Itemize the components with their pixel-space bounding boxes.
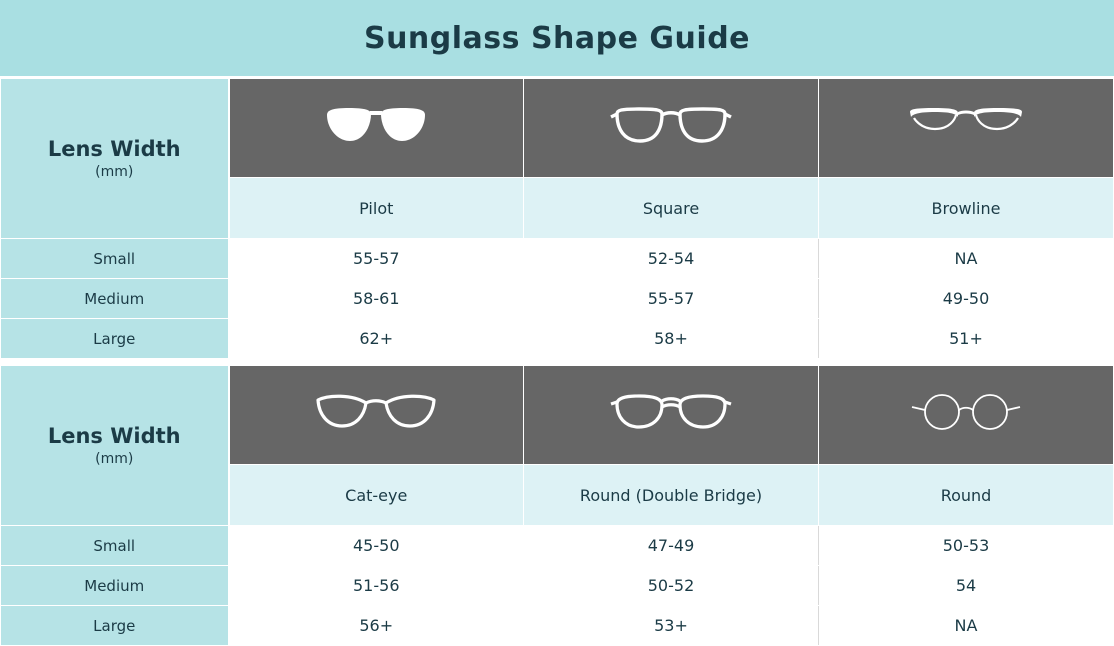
square-name-cell: Square <box>524 178 819 239</box>
value-square-large: 58+ <box>524 319 819 359</box>
square-sunglasses-icon <box>524 101 818 155</box>
section-1-row-header <box>1 79 229 239</box>
browline-name-cell: Browline <box>819 178 1114 239</box>
section-2-shape-row <box>1 366 1114 465</box>
round-double-bridge-name-cell: Round (Double Bridge) <box>524 465 819 526</box>
table-row <box>1 319 1114 359</box>
browline-shape-cell <box>819 79 1114 178</box>
section-2-row-header-label: Lens Width <box>47 424 181 449</box>
size-label-medium-1: Medium <box>1 279 229 319</box>
value-pilot-medium: 58-61 <box>229 279 524 319</box>
size-label-large-2: Large <box>1 606 229 646</box>
round-name-cell: Round <box>819 465 1114 526</box>
table-row <box>1 239 1114 279</box>
value-cat-eye-small: 45-50 <box>229 526 524 566</box>
value-square-small: 52-54 <box>524 239 819 279</box>
shape-guide-table <box>0 78 1114 646</box>
round-double-bridge-shape-cell <box>524 366 819 465</box>
size-label-large-1: Large <box>1 319 229 359</box>
value-round-large: NA <box>819 606 1114 646</box>
value-cat-eye-medium: 51-56 <box>229 566 524 606</box>
value-browline-large: 51+ <box>819 319 1114 359</box>
section-divider <box>1 359 1114 366</box>
pilot-sunglasses-icon <box>230 101 524 155</box>
value-pilot-large: 62+ <box>229 319 524 359</box>
section-1-row-header-label: Lens Width <box>47 137 181 162</box>
value-round-small: 50-53 <box>819 526 1114 566</box>
table-row <box>1 279 1114 319</box>
value-round-medium: 54 <box>819 566 1114 606</box>
pilot-name-cell: Pilot <box>229 178 524 239</box>
section-2-row-header-units: (mm) <box>95 450 134 467</box>
section-1-shape-row <box>1 79 1114 178</box>
value-round-double-bridge-large: 53+ <box>524 606 819 646</box>
page-title: Sunglass Shape Guide <box>363 20 751 56</box>
size-label-medium-2: Medium <box>1 566 229 606</box>
round-shape-cell <box>819 366 1114 465</box>
value-round-double-bridge-medium: 50-52 <box>524 566 819 606</box>
cat-eye-name-cell: Cat-eye <box>229 465 524 526</box>
page-title-bar <box>0 0 1114 78</box>
section-1-row-header-units: (mm) <box>95 163 134 180</box>
cat-eye-shape-cell <box>229 366 524 465</box>
square-shape-cell <box>524 79 819 178</box>
value-cat-eye-large: 56+ <box>229 606 524 646</box>
size-label-small-1: Small <box>1 239 229 279</box>
value-round-double-bridge-small: 47-49 <box>524 526 819 566</box>
table-row <box>1 566 1114 606</box>
pilot-shape-cell <box>229 79 524 178</box>
value-browline-medium: 49-50 <box>819 279 1114 319</box>
table-row <box>1 526 1114 566</box>
value-pilot-small: 55-57 <box>229 239 524 279</box>
round-sunglasses-icon <box>819 388 1113 442</box>
table-row <box>1 606 1114 646</box>
cat-eye-sunglasses-icon <box>230 388 524 442</box>
value-browline-small: NA <box>819 239 1114 279</box>
value-square-medium: 55-57 <box>524 279 819 319</box>
size-label-small-2: Small <box>1 526 229 566</box>
section-2-row-header <box>1 366 229 526</box>
browline-sunglasses-icon <box>819 101 1113 155</box>
round-double-bridge-sunglasses-icon <box>524 388 818 442</box>
